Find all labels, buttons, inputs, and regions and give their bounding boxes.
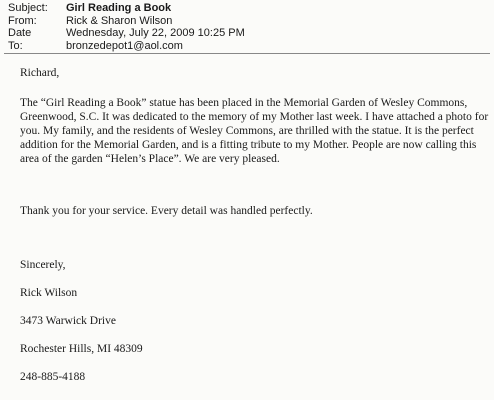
to-row [2, 40, 492, 53]
greeting: Richard, [20, 67, 60, 79]
header-divider [4, 53, 490, 54]
subject-value: Girl Reading a Book [66, 2, 172, 14]
to-value: bronzedepot1@aol.com [66, 39, 183, 52]
date-row [2, 27, 492, 40]
date-value: Wednesday, July 22, 2009 10:25 PM [66, 27, 245, 39]
signature-name: Rick Wilson [20, 287, 78, 299]
paragraph-thanks: Thank you for your service. Every detail was handled perfectly. [20, 205, 313, 217]
subject-label: Subject: [8, 2, 48, 14]
from-value: Rick & Sharon Wilson [66, 14, 173, 27]
closing: Sincerely, [20, 259, 66, 271]
date-label: Date [8, 27, 32, 39]
paragraph-main: The “Girl Reading a Book” statue has been placed in the Memorial Garden of Wesley Commons, Greenwood, S.C. It was dedicated to the memory of my Mother last week. I have attached a photo for you. My family, and the residents of Wesley Commons, are thrilled with the statue. It is the perfect addition for the Memorial Garden, and is a fitting tribute to my Mother. People are now calling this area of the garden “Helen’s Place”. We are very pleased. [20, 97, 489, 165]
phone-number: 248-885-4188 [20, 371, 86, 383]
address-line-1: 3473 Warwick Drive [20, 315, 116, 327]
subject-row [2, 2, 492, 15]
to-label: To: [8, 39, 23, 52]
email-header [2, 2, 492, 54]
address-line-2: Rochester Hills, MI 48309 [20, 343, 143, 355]
from-label: From: [8, 14, 37, 27]
from-row [2, 15, 492, 28]
